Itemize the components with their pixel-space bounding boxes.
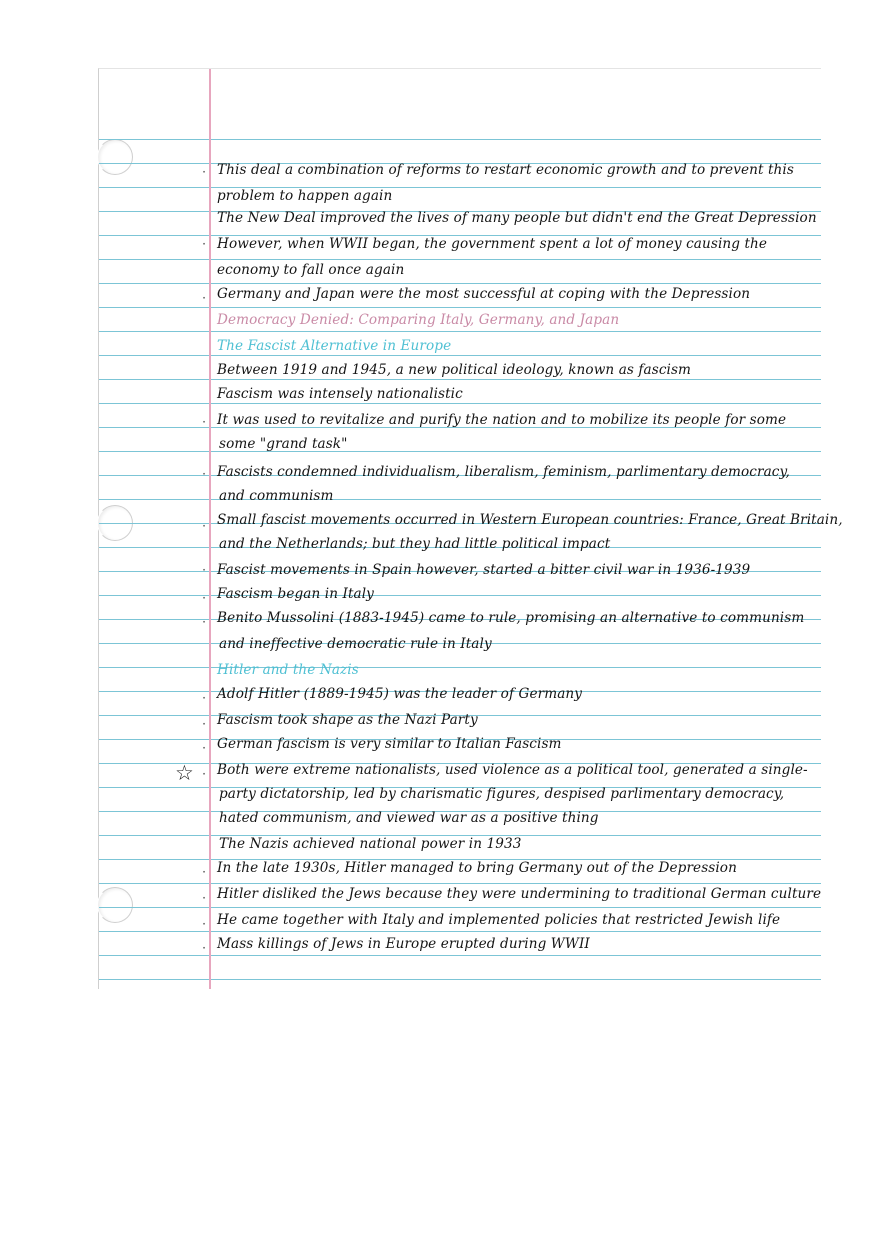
bullet: · [202,941,206,955]
note-line: The Nazis achieved national power in 1933 [219,836,522,852]
note-line: Benito Mussolini (1883-1945) came to rule, promising an alternative to communism [217,610,805,626]
binder-hole-top [97,139,133,175]
note-line: Both were extreme nationalists, used violence as a political tool, generated a single- [217,762,808,778]
section-heading: The Fascist Alternative in Europe [217,338,452,354]
bullet: · [202,237,206,251]
note-line: Fascism began in Italy [217,586,374,602]
section-heading: Hitler and the Nazis [217,662,359,678]
bullet: · [202,615,206,629]
note-line: Germany and Japan were the most successful at coping with the Depression [217,286,751,302]
bullet: · [202,891,206,905]
note-line: He came together with Italy and implemented policies that restricted Jewish life [217,912,781,928]
note-line: hated communism, and viewed war as a positive thing [219,810,599,826]
note-line: In the late 1930s, Hitler managed to bring Germany out of the Depression [217,860,737,876]
ruled-line [99,979,821,980]
bullet: · [202,917,206,931]
note-line: party dictatorship, led by charismatic figures, despised parlimentary democracy, [219,786,785,802]
note-line: some "grand task" [219,436,348,452]
bullet: · [202,767,206,781]
note-line: Adolf Hitler (1889-1945) was the leader of Germany [217,686,583,702]
note-line: Mass killings of Jews in Europe erupted during WWII [217,936,590,952]
bullet: · [202,717,206,731]
note-line: German fascism is very similar to Italian Fascism [217,736,562,752]
note-line: Fascists condemned individualism, liberalism, feminism, parlimentary democracy, [217,464,790,480]
note-line: and ineffective democratic rule in Italy [219,636,492,652]
note-line: Fascism took shape as the Nazi Party [217,712,478,728]
note-line: Hitler disliked the Jews because they were undermining to traditional German culture [217,886,822,902]
bullet: · [202,291,206,305]
ruled-line [99,139,821,140]
bullet: · [202,691,206,705]
note-line: problem to happen again [217,188,393,204]
bullet: · [202,165,206,179]
note-line: Small fascist movements occurred in Western European countries: France, Great Britain, [217,512,843,528]
ruled-line [99,331,821,332]
note-line: and the Netherlands; but they had little political impact [219,536,611,552]
star-icon: ☆ [175,761,194,785]
bullet: · [202,591,206,605]
note-line: Between 1919 and 1945, a new political ideology, known as fascism [217,362,692,378]
note-line: It was used to revitalize and purify the nation and to mobilize its people for some [217,412,787,428]
bullet: · [202,563,206,577]
note-line: This deal a combination of reforms to restart economic growth and to prevent this [217,162,794,178]
note-line: However, when WWII began, the government spent a lot of money causing the [217,236,768,252]
notebook-page [98,68,843,989]
bullet: · [202,467,206,481]
note-line: and communism [219,488,334,504]
bullet: · [202,741,206,755]
bullet: · [202,415,206,429]
section-heading: Democracy Denied: Comparing Italy, Germany, and Japan [217,312,620,328]
bullet: · [202,865,206,879]
note-line: The New Deal improved the lives of many people but didn't end the Great Depression [217,210,817,226]
margin-line [209,69,211,989]
binder-hole-bottom [97,887,133,923]
note-line: economy to fall once again [217,262,405,278]
note-line: Fascist movements in Spain however, started a bitter civil war in 1936-1939 [217,562,751,578]
note-line: Fascism was intensely nationalistic [217,386,463,402]
bullet: · [202,519,206,533]
